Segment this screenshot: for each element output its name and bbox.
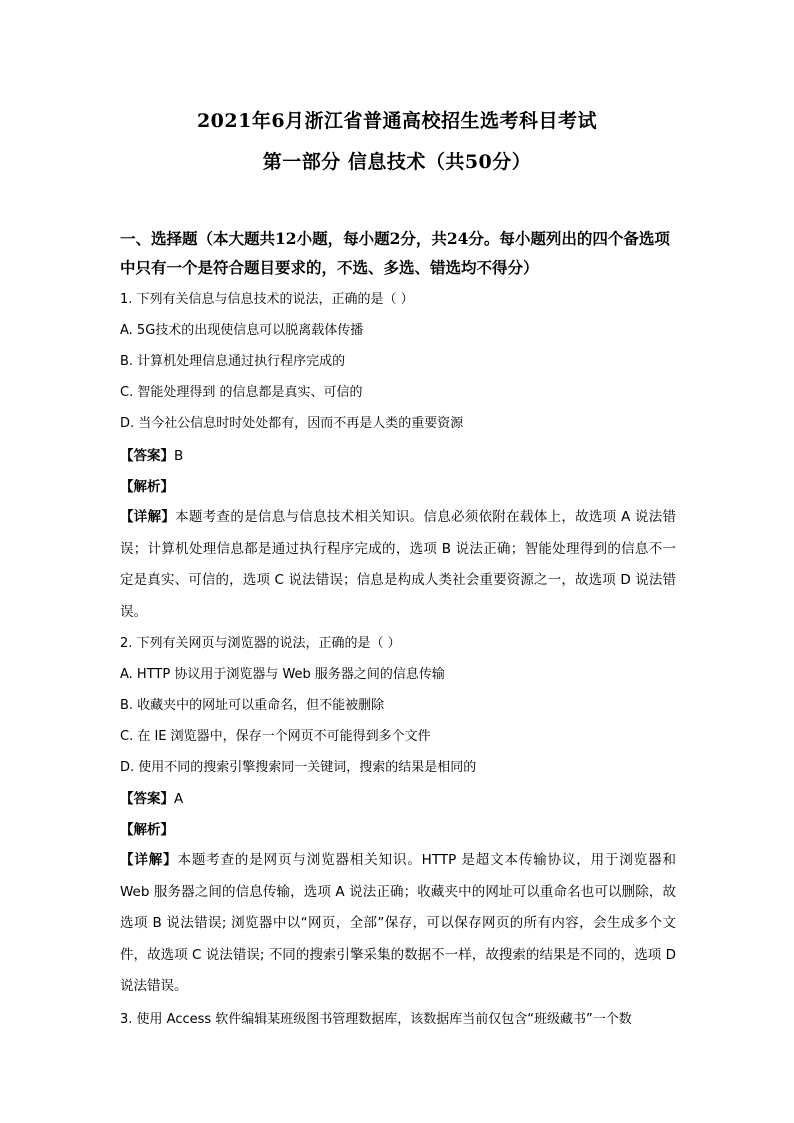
detail-tag: 【详解】 bbox=[120, 852, 178, 868]
question-1-analysis bbox=[120, 477, 174, 497]
question-3-stem: 3. 使用 Access 软件编辑某班级图书管理数据库，该数据库当前仅包含“班级藏书”一个数 bbox=[120, 1012, 632, 1027]
question-2-detail bbox=[120, 845, 676, 1003]
question-2-answer bbox=[120, 789, 183, 809]
question-2-option-b: B. 收藏夹中的网址可以重命名，但不能被删除 bbox=[120, 698, 385, 713]
question-1-detail bbox=[120, 502, 676, 628]
question-1-answer bbox=[120, 446, 183, 466]
exam-title: 2021年6月浙江省普通高校招生选考科目考试 bbox=[196, 110, 598, 132]
question-1-option-d: D. 当今社公信息时时处处都有，因而不再是人类的重要资源 bbox=[120, 416, 464, 431]
detail-tag: 【详解】 bbox=[120, 509, 176, 525]
answer-tag: 【答案】 bbox=[120, 791, 174, 807]
detail-text: 本题考查的是网页与浏览器相关知识。HTTP 是超文本传输协议，用于浏览器和 Web 服务器之间的信息传输，选项 A 说法正确；收藏夹中的网址可以重命名也可以删除，故选项 B 说法错误; 浏览器中以“网页，全部”保存，可以保存网页的所有内容，会生成多个文件，故选项 C 说法错误; 不同的搜索引擎采集的数据不一样，故搜索的结果是不同的，选项 D 说法错误。 bbox=[120, 852, 677, 994]
analysis-tag: 【解析】 bbox=[120, 822, 174, 838]
question-2-option-c: C. 在 IE 浏览器中，保存一个网页不可能得到多个文件 bbox=[120, 729, 431, 744]
section-heading: 一、选择题（本大题共12小题，每小题2分，共24分。每小题列出的四个备选项中只有一个是符合题目要求的，不选、多选、错选均不得分） bbox=[120, 229, 670, 277]
question-1-option-a: A. 5G技术的出现使信息可以脱离载体传播 bbox=[120, 323, 364, 338]
answer-value: B bbox=[174, 448, 184, 464]
question-2-stem: 2. 下列有关网页与浏览器的说法，正确的是（ ） bbox=[120, 636, 401, 651]
analysis-tag: 【解析】 bbox=[120, 479, 174, 495]
question-2-option-a: A. HTTP 协议用于浏览器与 Web 服务器之间的信息传输 bbox=[120, 667, 445, 682]
exam-subtitle: 第一部分 信息技术（共50分） bbox=[262, 151, 532, 173]
question-1-option-b: B. 计算机处理信息通过执行程序完成的 bbox=[120, 354, 346, 369]
question-1-option-c: C. 智能处理得到 的信息都是真实、可信的 bbox=[120, 385, 363, 400]
detail-text: 本题考查的是信息与信息技术相关知识。信息必须依附在载体上，故选项 A 说法错误；计算机处理信息都是通过执行程序完成的，选项 B 说法正确；智能处理得到的信息不一定是真实、可信的，选项 C 说法错误；信息是构成人类社会重要资源之一，故选项 D 说法错误。 bbox=[120, 509, 676, 620]
question-1-stem: 1. 下列有关信息与信息技术的说法，正确的是（ ） bbox=[120, 292, 414, 307]
answer-value: A bbox=[174, 791, 184, 807]
answer-tag: 【答案】 bbox=[120, 448, 174, 464]
question-2-option-d: D. 使用不同的搜索引擎搜索同一关键词，搜索的结果是相同的 bbox=[120, 760, 477, 775]
question-2-analysis bbox=[120, 820, 174, 840]
